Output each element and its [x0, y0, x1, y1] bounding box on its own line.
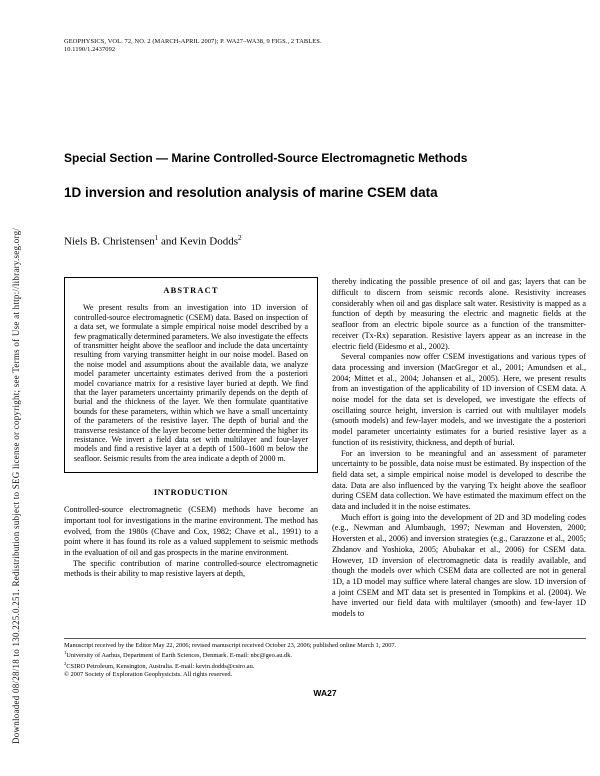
- right-column-paragraph-3: For an inversion to be meaningful and an assessment of parameter uncertainty to be possible, data noise must be estimated. By inspection of the field data set, a simple empirical noise model is developed to describe the data. Data are also influenced by the varying Tx height above the seafloor during CSEM data collection. We have estimated the maximum effect on the data and included it in the noise estimates.: [332, 448, 586, 512]
- abstract-box: [64, 277, 318, 473]
- authors-line: [64, 234, 586, 248]
- introduction-paragraph-1: Controlled-source electromagnetic (CSEM) methods have become an important tool for investigations in the marine environment. The method has evolved, from the 1980s (Chave and Cox, 1982; Chave et al., 1991) to a point where it has found its role as a valued supplement to seismic methods in the evaluation of oil and gas prospects in the marine environment.: [64, 505, 318, 558]
- affiliation-2-text: CSIRO Petroleum, Kensington, Australia. E-mail: kevin.dodds@csiro.au.: [66, 662, 255, 670]
- right-column-paragraph-2: Several companies now offer CSEM investigations and various types of data processing and inversion (MacGregor et al., 2001; Amundsen et al., 2004; Mittet et al., 2004; Johansen et al., 2005). Here, we present results from an investigation of the applicability of 1D inversion of CSEM data. A noise model for the data set is developed, we investigate the effects of oscillating source height, inversion is carried out with multilayer models (smooth models) and few-layer models, and we investigate the a posteriori model parameter uncertainty estimates for a buried resistive layer as a function of its resistivity, thickness, and depth of burial.: [332, 352, 586, 447]
- manuscript-history-text: Manuscript received by the Editor May 22, 2006; revised manuscript received October 23, 2006; published online March 1, 2007.: [64, 641, 397, 649]
- affiliation-2-line: [64, 661, 586, 671]
- affiliation-1-text: University of Aarhus, Department of Earth Sciences, Denmark. E-mail: nbc@geo.au.dk.: [66, 652, 293, 660]
- right-column-paragraph-1: thereby indicating the possible presence of oil and gas; layers that can be difficult to discern from seismic records alone. Resistivity increases considerably when oil and gas displace salt water. Resistivity is mapped as a function of depth by measuring the electric and magnetic fields at the seafloor from an electric bipole source as a function of the transmitter-receiver (Tx-Rx) separation. Resistive layers appear as an increase in the electric field (Eidesmo et al., 2002).: [332, 277, 586, 351]
- page-content: [64, 38, 586, 698]
- manuscript-history-line: [64, 642, 586, 650]
- affiliation-2-mark: 2: [64, 660, 67, 666]
- journal-citation-block: [64, 38, 586, 55]
- author-1: Niels B. Christensen: [64, 235, 155, 248]
- affiliation-1-mark: 1: [64, 650, 67, 656]
- authors-separator: and: [158, 235, 180, 248]
- author-2-affiliation-mark: 2: [238, 233, 242, 242]
- introduction-paragraph-2: The specific contribution of marine controlled-source electromagnetic methods is their ability to map resistive layers at depth,: [64, 558, 318, 579]
- author-1-affiliation-mark: 1: [154, 233, 159, 242]
- introduction-heading: INTRODUCTION: [153, 488, 229, 498]
- right-column-paragraph-4: Much effort is going into the development of 2D and 3D modeling codes (e.g., Newman and Alumbaugh, 1997; Newman and Hoversten, 2000; Hoversten et al., 2006) and inversion strategies (e.g., Carazzone et al., 2005; Zhdanov and Yoshioka, 2005; Abubakar et al., 2006) for CSEM data. However, 1D inversion of electromagnetic data is readily available, and though the models over which CSEM data are collected are not in general 1D, a 1D model may suffice where lateral changes are slow. 1D inversion of a joint CSEM and MT data set is presented in Tompkins et al. (2004). We have inverted our field data with multilayer (smooth) and few-layer 1D models to: [332, 512, 586, 619]
- author-2: Kevin Dodds: [179, 235, 238, 248]
- abstract-text: We present results from an investigation into 1D inversion of controlled-source electromagnetic (CSEM) data. Based on inspection of a data set, we formulate a simple empirical noise model described by a few pragmatically determined parameters. We also investigate the effects of transmitter height above the seafloor and include the data uncertainty resulting from varying transmitter height in our noise model. Based on the noise model and assumptions about the available data, we analyze model parameter uncertainty estimates derived from the a posteriori model covariance matrix for a resistive layer buried at depth. We find that the layer parameters uncertainty primarily depends on the depth of burial and the thickness of the layer. We then formulate quantitative bounds for these parameters, within which we have a small uncertainty of the parameters of the resistive layer. The depth of burial and the transverse resistance of the layer become better determined the higher its resistance. We invert a field data set with multilayer and four-layer models and find a resistive layer at a depth of 1500–1600 m below the seafloor. Seismic results from the area indicate a depth of 2000 m.: [74, 303, 308, 463]
- copyright-text: © 2007 Society of Exploration Geophysicists. All rights reserved.: [64, 671, 233, 679]
- article-title: 1D inversion and resolution analysis of marine CSEM data: [64, 184, 438, 200]
- abstract-heading: ABSTRACT: [163, 286, 219, 296]
- doi-line: 10.1190/1.2437092: [64, 46, 116, 54]
- two-column-body: [64, 277, 586, 620]
- right-column: [332, 277, 586, 620]
- copyright-line: [64, 671, 586, 679]
- citation-line: GEOPHYSICS, VOL. 72, NO. 2 (MARCH-APRIL 2007); P. WA27–WA38, 9 FIGS., 2 TABLES.: [64, 38, 322, 45]
- footnotes-block: [64, 638, 586, 680]
- page-number: WA27: [313, 688, 337, 699]
- affiliation-1-line: [64, 650, 586, 660]
- left-column: [64, 277, 318, 620]
- download-watermark: Downloaded 08/28/18 to 130.225.0.251. Redistribution subject to SEG license or copyright; see Terms of Use at http://library.seg.org/: [11, 227, 21, 744]
- special-section-heading: Special Section — Marine Controlled-Source Electromagnetic Methods: [64, 150, 468, 165]
